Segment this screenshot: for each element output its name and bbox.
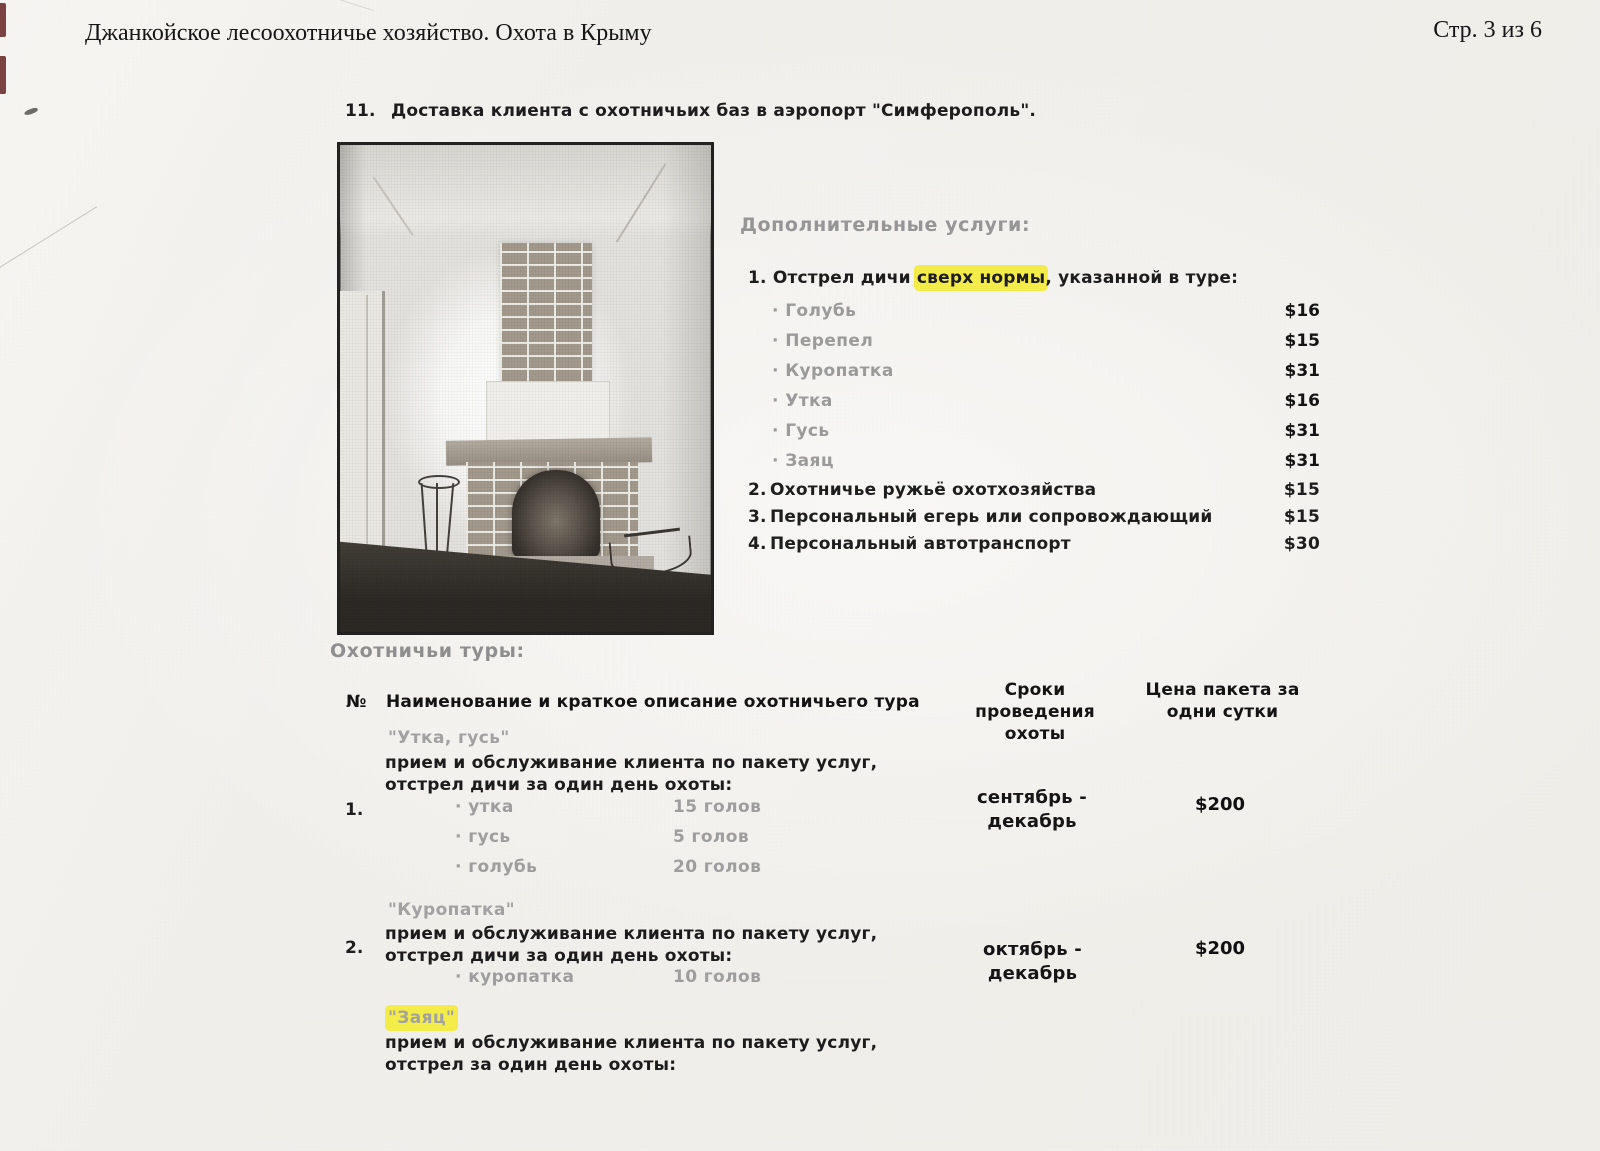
game-name: · Заяц (772, 451, 834, 471)
quota-row (455, 792, 875, 822)
game-name: · Гусь (772, 421, 830, 441)
game-price-row (748, 386, 1320, 416)
service-price: $30 (1283, 533, 1320, 554)
service-row (748, 476, 1320, 503)
service-row (748, 530, 1320, 557)
game-price: $31 (1284, 361, 1320, 381)
column-header-dates: Сроки проведения охоты (975, 680, 1095, 744)
scan-edge-mark (0, 3, 6, 37)
game-price: $16 (1284, 301, 1320, 321)
quota-row (455, 852, 875, 882)
tour-quota-list (455, 962, 875, 992)
paper-crease (126, 0, 374, 11)
game-name: · Голубь (772, 301, 856, 321)
quota-amount: 15 голов (673, 797, 762, 817)
pen-mark (24, 107, 39, 116)
photo-mantel-block (486, 381, 610, 445)
tour-dates: сентябрь - декабрь (977, 787, 1087, 832)
game-price: $31 (1284, 421, 1320, 441)
quota-amount: 20 голов (673, 857, 762, 877)
scan-edge-mark (0, 56, 6, 94)
tour-description: прием и обслуживание клиента по пакету услуг, отстрел за один день охоты: (385, 1033, 878, 1075)
fireplace-photo (337, 142, 714, 635)
tour-title: "Утка, гусь" (388, 728, 510, 748)
item-number: 3. (748, 506, 767, 527)
game-price-row (748, 296, 1320, 326)
tour-description: прием и обслуживание клиента по пакету услуг, отстрел дичи за один день охоты: (385, 924, 878, 966)
game-name: · Перепел (772, 331, 873, 351)
photo-ceiling (340, 145, 711, 237)
item-number: 1. (748, 268, 767, 288)
tour-dates: октябрь - декабрь (983, 939, 1082, 984)
item-number: 4. (748, 533, 767, 554)
tour-description: прием и обслуживание клиента по пакету услуг, отстрел дичи за один день охоты: (385, 753, 878, 795)
game-name: · Куропатка (772, 361, 894, 381)
quota-animal: · голубь (455, 857, 673, 877)
services-item-1 (748, 268, 1238, 288)
game-price: $16 (1284, 391, 1320, 411)
tour-title-highlighted: "Заяц" (388, 1008, 456, 1028)
quota-row (455, 962, 875, 992)
game-price: $31 (1284, 451, 1320, 471)
quota-amount: 5 голов (673, 827, 749, 847)
services-heading: Дополнительные услуги: (740, 214, 1031, 236)
photo-fireplace-opening (512, 470, 600, 558)
item-text: Доставка клиента с охотничьих баз в аэропорт "Симферополь". (391, 101, 1037, 121)
tour-number: 2. (345, 938, 364, 958)
column-header-price: Цена пакета за одни сутки (1145, 680, 1300, 722)
column-header-name: Наименование и краткое описание охотничьего тура (386, 692, 920, 712)
quota-animal: · гусь (455, 827, 673, 847)
page-header-title: Джанкойское лесоохотничье хозяйство. Охота в Крыму (85, 20, 652, 46)
game-name: · Утка (772, 391, 833, 411)
item-number: 11. (345, 101, 376, 121)
quota-amount: 10 голов (673, 967, 762, 987)
game-price: $15 (1284, 331, 1320, 351)
photo-brick-chimney (500, 243, 592, 383)
game-price-row (748, 446, 1320, 476)
item-text-pre: Отстрел дичи (772, 268, 917, 288)
tour-quota-list (455, 792, 875, 882)
tour-row-1 (345, 728, 1320, 896)
service-label: Персональный егерь или сопровождающий (770, 506, 1213, 527)
tour-price: $200 (1194, 938, 1246, 959)
game-price-row (748, 326, 1320, 356)
service-price: $15 (1283, 506, 1320, 527)
quota-animal: · куропатка (455, 967, 673, 987)
service-row (748, 503, 1320, 530)
page-number: Стр. 3 из 6 (1433, 17, 1542, 43)
tour-number: 1. (345, 800, 364, 820)
quota-animal: · утка (455, 797, 673, 817)
tour-price: $200 (1194, 794, 1246, 815)
service-label: Охотничье ружьё охотхозяйства (770, 479, 1097, 500)
tours-heading: Охотничьи туры: (330, 640, 525, 662)
item-number: 2. (748, 479, 767, 500)
list-item-11 (345, 101, 1036, 121)
services-price-list (748, 296, 1320, 557)
tour-row-3 (345, 1002, 1320, 1092)
highlighted-text: сверх нормы (916, 268, 1046, 288)
column-header-number: № (346, 692, 367, 712)
item-text-post: , указанной в туре: (1045, 268, 1239, 288)
paper-crease (0, 206, 97, 270)
game-price-row (748, 416, 1320, 446)
tour-title: "Куропатка" (388, 900, 516, 920)
tour-row-2 (345, 896, 1320, 1006)
service-label: Персональный автотранспорт (770, 533, 1071, 554)
quota-row (455, 822, 875, 852)
game-price-row (748, 356, 1320, 386)
service-price: $15 (1283, 479, 1320, 500)
